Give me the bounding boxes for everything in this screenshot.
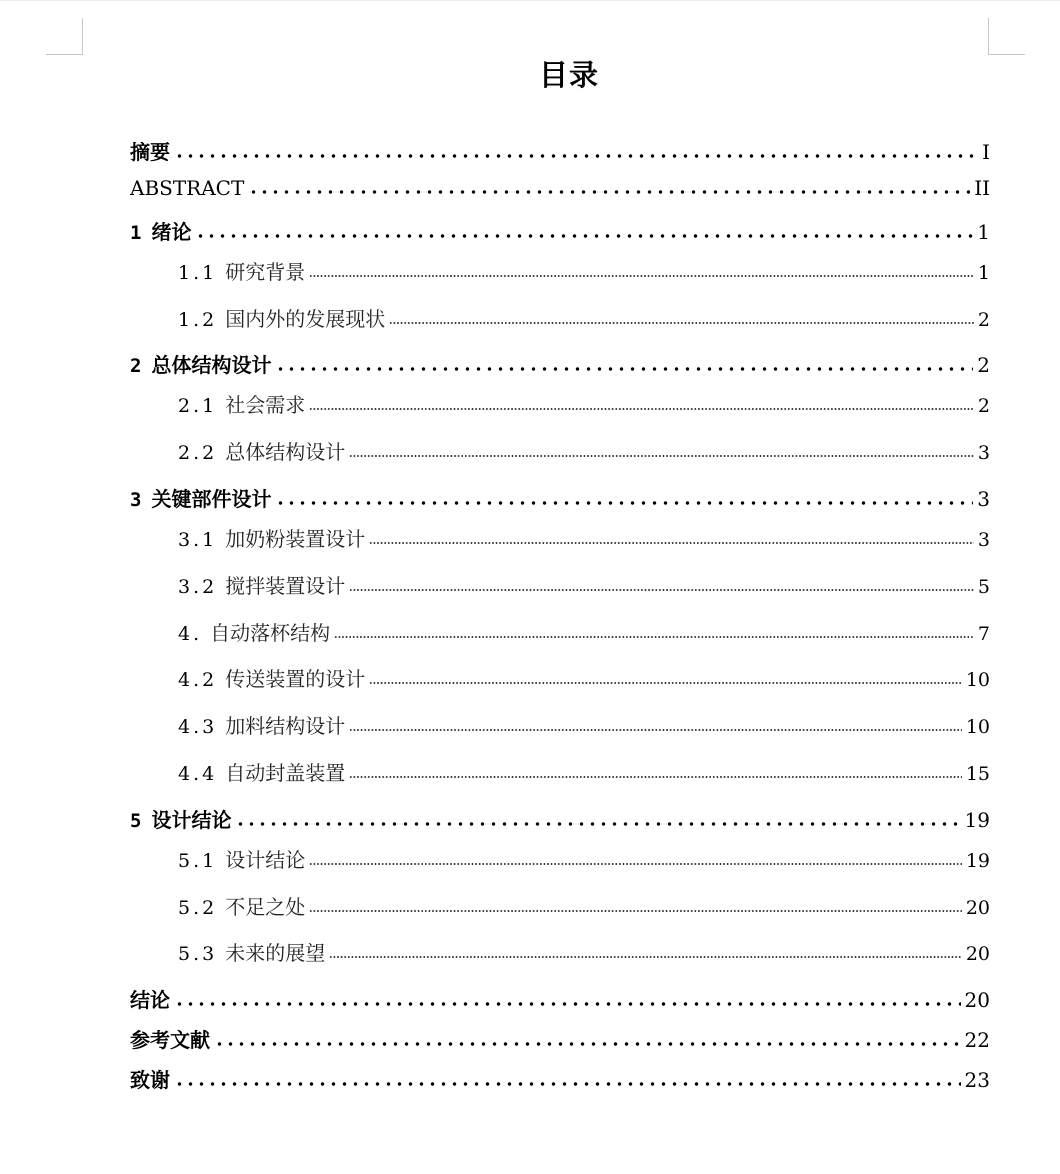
toc-entry-number: 5.1 bbox=[178, 850, 218, 872]
toc-leader-dots bbox=[369, 541, 974, 545]
toc-entry-section-3-2[interactable] bbox=[178, 570, 990, 600]
toc-entry-label: 自动封盖装置 bbox=[225, 761, 346, 785]
toc-leader-dots bbox=[174, 1002, 961, 1006]
toc-entry-section-5-1[interactable] bbox=[178, 844, 990, 874]
toc-entry-number: 5 bbox=[130, 810, 142, 832]
toc-entry-label: 结论 bbox=[130, 988, 170, 1012]
toc-entry-abstract-cn[interactable] bbox=[130, 136, 990, 166]
toc-entry-section-1-1[interactable] bbox=[178, 256, 990, 286]
toc-entry-number: 1.2 bbox=[178, 309, 218, 331]
toc-entry-number: 4.4 bbox=[178, 763, 218, 785]
toc-page-number: 2 bbox=[977, 395, 990, 417]
toc-page-number: 5 bbox=[977, 576, 990, 598]
toc-leader-dots bbox=[235, 822, 960, 826]
toc-entry-section-3-1[interactable] bbox=[178, 523, 990, 553]
toc-entry-section-4-3[interactable] bbox=[178, 710, 990, 740]
toc-entry-label: 关键部件设计 bbox=[151, 487, 272, 511]
toc-page-number: 3 bbox=[977, 442, 990, 464]
toc-entry-label: 传送装置的设计 bbox=[225, 667, 366, 691]
toc-entry-label: 自动落杯结构 bbox=[210, 621, 331, 645]
toc-leader-dots bbox=[248, 190, 970, 194]
toc-title: 目录 bbox=[538, 58, 599, 92]
toc-leader-dots bbox=[309, 407, 974, 411]
toc-page-number: 7 bbox=[977, 623, 990, 645]
toc-leader-dots bbox=[349, 454, 974, 458]
toc-page-number: 10 bbox=[965, 716, 990, 738]
toc-entry-number: 3.2 bbox=[178, 576, 218, 598]
toc-entry-label: 设计结论 bbox=[151, 808, 232, 832]
toc-leader-dots bbox=[309, 909, 962, 913]
toc-entry-label: 致谢 bbox=[130, 1068, 170, 1092]
toc-entry-number: 1 bbox=[130, 222, 142, 244]
toc-entry-section-4-2[interactable] bbox=[178, 663, 990, 693]
toc-entry-label: 总体结构设计 bbox=[151, 353, 272, 377]
toc-entry-number: 3 bbox=[130, 489, 142, 511]
toc-entry-label: 研究背景 bbox=[225, 260, 306, 284]
toc-page-number: 23 bbox=[964, 1068, 990, 1092]
toc-entry-section-1-2[interactable] bbox=[178, 303, 990, 333]
toc-page-number: 2 bbox=[977, 309, 990, 331]
toc-entry-section-4[interactable] bbox=[178, 617, 990, 647]
toc-entry-label: 加料结构设计 bbox=[225, 714, 346, 738]
toc-page-number: 10 bbox=[965, 669, 990, 691]
toc-entry-label: 国内外的发展现状 bbox=[225, 307, 386, 331]
toc-entry-number: 4.2 bbox=[178, 669, 218, 691]
toc-leader-dots bbox=[309, 274, 974, 278]
toc-entry-number: 3.1 bbox=[178, 529, 218, 551]
toc-entry-number: 2.1 bbox=[178, 395, 218, 417]
toc-leader-dots bbox=[369, 681, 962, 685]
toc-entry-section-4-4[interactable] bbox=[178, 757, 990, 787]
toc-entry-label: 搅拌装置设计 bbox=[225, 574, 346, 598]
toc-leader-dots bbox=[349, 588, 974, 592]
toc-entry-abstract-en[interactable] bbox=[130, 176, 990, 206]
toc-entry-label: ABSTRACT bbox=[130, 176, 245, 200]
toc-page-number: 22 bbox=[964, 1028, 990, 1052]
toc-entry-number: 2.2 bbox=[178, 442, 218, 464]
toc-leader-dots bbox=[174, 154, 978, 158]
toc-entry-label: 摘要 bbox=[130, 140, 170, 164]
toc-entry-acknowledgements[interactable] bbox=[130, 1064, 990, 1094]
toc-entry-number: 2 bbox=[130, 355, 142, 377]
toc-page-number: II bbox=[974, 176, 990, 200]
toc-leader-dots bbox=[275, 501, 973, 505]
toc-entry-chapter-3[interactable] bbox=[130, 483, 990, 513]
toc-entry-section-2-1[interactable] bbox=[178, 389, 990, 419]
toc-leader-dots bbox=[214, 1042, 961, 1046]
toc-entry-number: 4.3 bbox=[178, 716, 218, 738]
toc-entry-chapter-5[interactable] bbox=[130, 804, 990, 834]
toc-entry-chapter-2[interactable] bbox=[130, 349, 990, 379]
toc-page-number: 19 bbox=[964, 808, 990, 832]
toc-leader-dots bbox=[174, 1082, 961, 1086]
toc-page-number: 1 bbox=[977, 220, 990, 244]
top-right-corner-mark bbox=[988, 18, 1025, 55]
toc-leader-dots bbox=[329, 955, 962, 959]
toc-page-number: 20 bbox=[965, 897, 990, 919]
toc-entry-label: 设计结论 bbox=[225, 848, 306, 872]
toc-page-number: I bbox=[982, 140, 990, 164]
toc-leader-dots bbox=[275, 367, 973, 371]
toc-entry-label: 绪论 bbox=[151, 220, 192, 244]
toc-entry-conclusion[interactable] bbox=[130, 984, 990, 1014]
toc-leader-dots bbox=[389, 321, 974, 325]
top-left-corner-mark bbox=[46, 18, 83, 55]
toc-entry-section-2-2[interactable] bbox=[178, 436, 990, 466]
toc-entry-number: 5.3 bbox=[178, 943, 218, 965]
toc-page-number: 2 bbox=[977, 353, 990, 377]
toc-entry-section-5-2[interactable] bbox=[178, 891, 990, 921]
toc-leader-dots bbox=[195, 234, 973, 238]
toc-entry-number: 5.2 bbox=[178, 897, 218, 919]
toc-entry-label: 不足之处 bbox=[225, 895, 306, 919]
toc-leader-dots bbox=[349, 775, 962, 779]
toc-leader-dots bbox=[309, 862, 962, 866]
toc-page-number: 19 bbox=[965, 850, 990, 872]
toc-page-number: 1 bbox=[977, 262, 990, 284]
toc-entry-label: 社会需求 bbox=[225, 393, 306, 417]
toc-page-number: 20 bbox=[964, 988, 990, 1012]
toc-entry-number: 1.1 bbox=[178, 262, 218, 284]
toc-page-number: 3 bbox=[977, 529, 990, 551]
toc-leader-dots bbox=[349, 728, 962, 732]
toc-page-number: 3 bbox=[977, 487, 990, 511]
toc-entry-references[interactable] bbox=[130, 1024, 990, 1054]
toc-entry-label: 未来的展望 bbox=[225, 941, 326, 965]
toc-entry-label: 参考文献 bbox=[130, 1028, 210, 1052]
toc-entry-label: 总体结构设计 bbox=[225, 440, 346, 464]
toc-entry-section-5-3[interactable] bbox=[178, 937, 990, 967]
toc-page-number: 20 bbox=[965, 943, 990, 965]
toc-entry-number: 4. bbox=[178, 623, 203, 645]
toc-entry-label: 加奶粉装置设计 bbox=[225, 527, 366, 551]
toc-entry-chapter-1[interactable] bbox=[130, 216, 990, 246]
toc-leader-dots bbox=[334, 635, 974, 639]
toc-page-number: 15 bbox=[965, 763, 990, 785]
